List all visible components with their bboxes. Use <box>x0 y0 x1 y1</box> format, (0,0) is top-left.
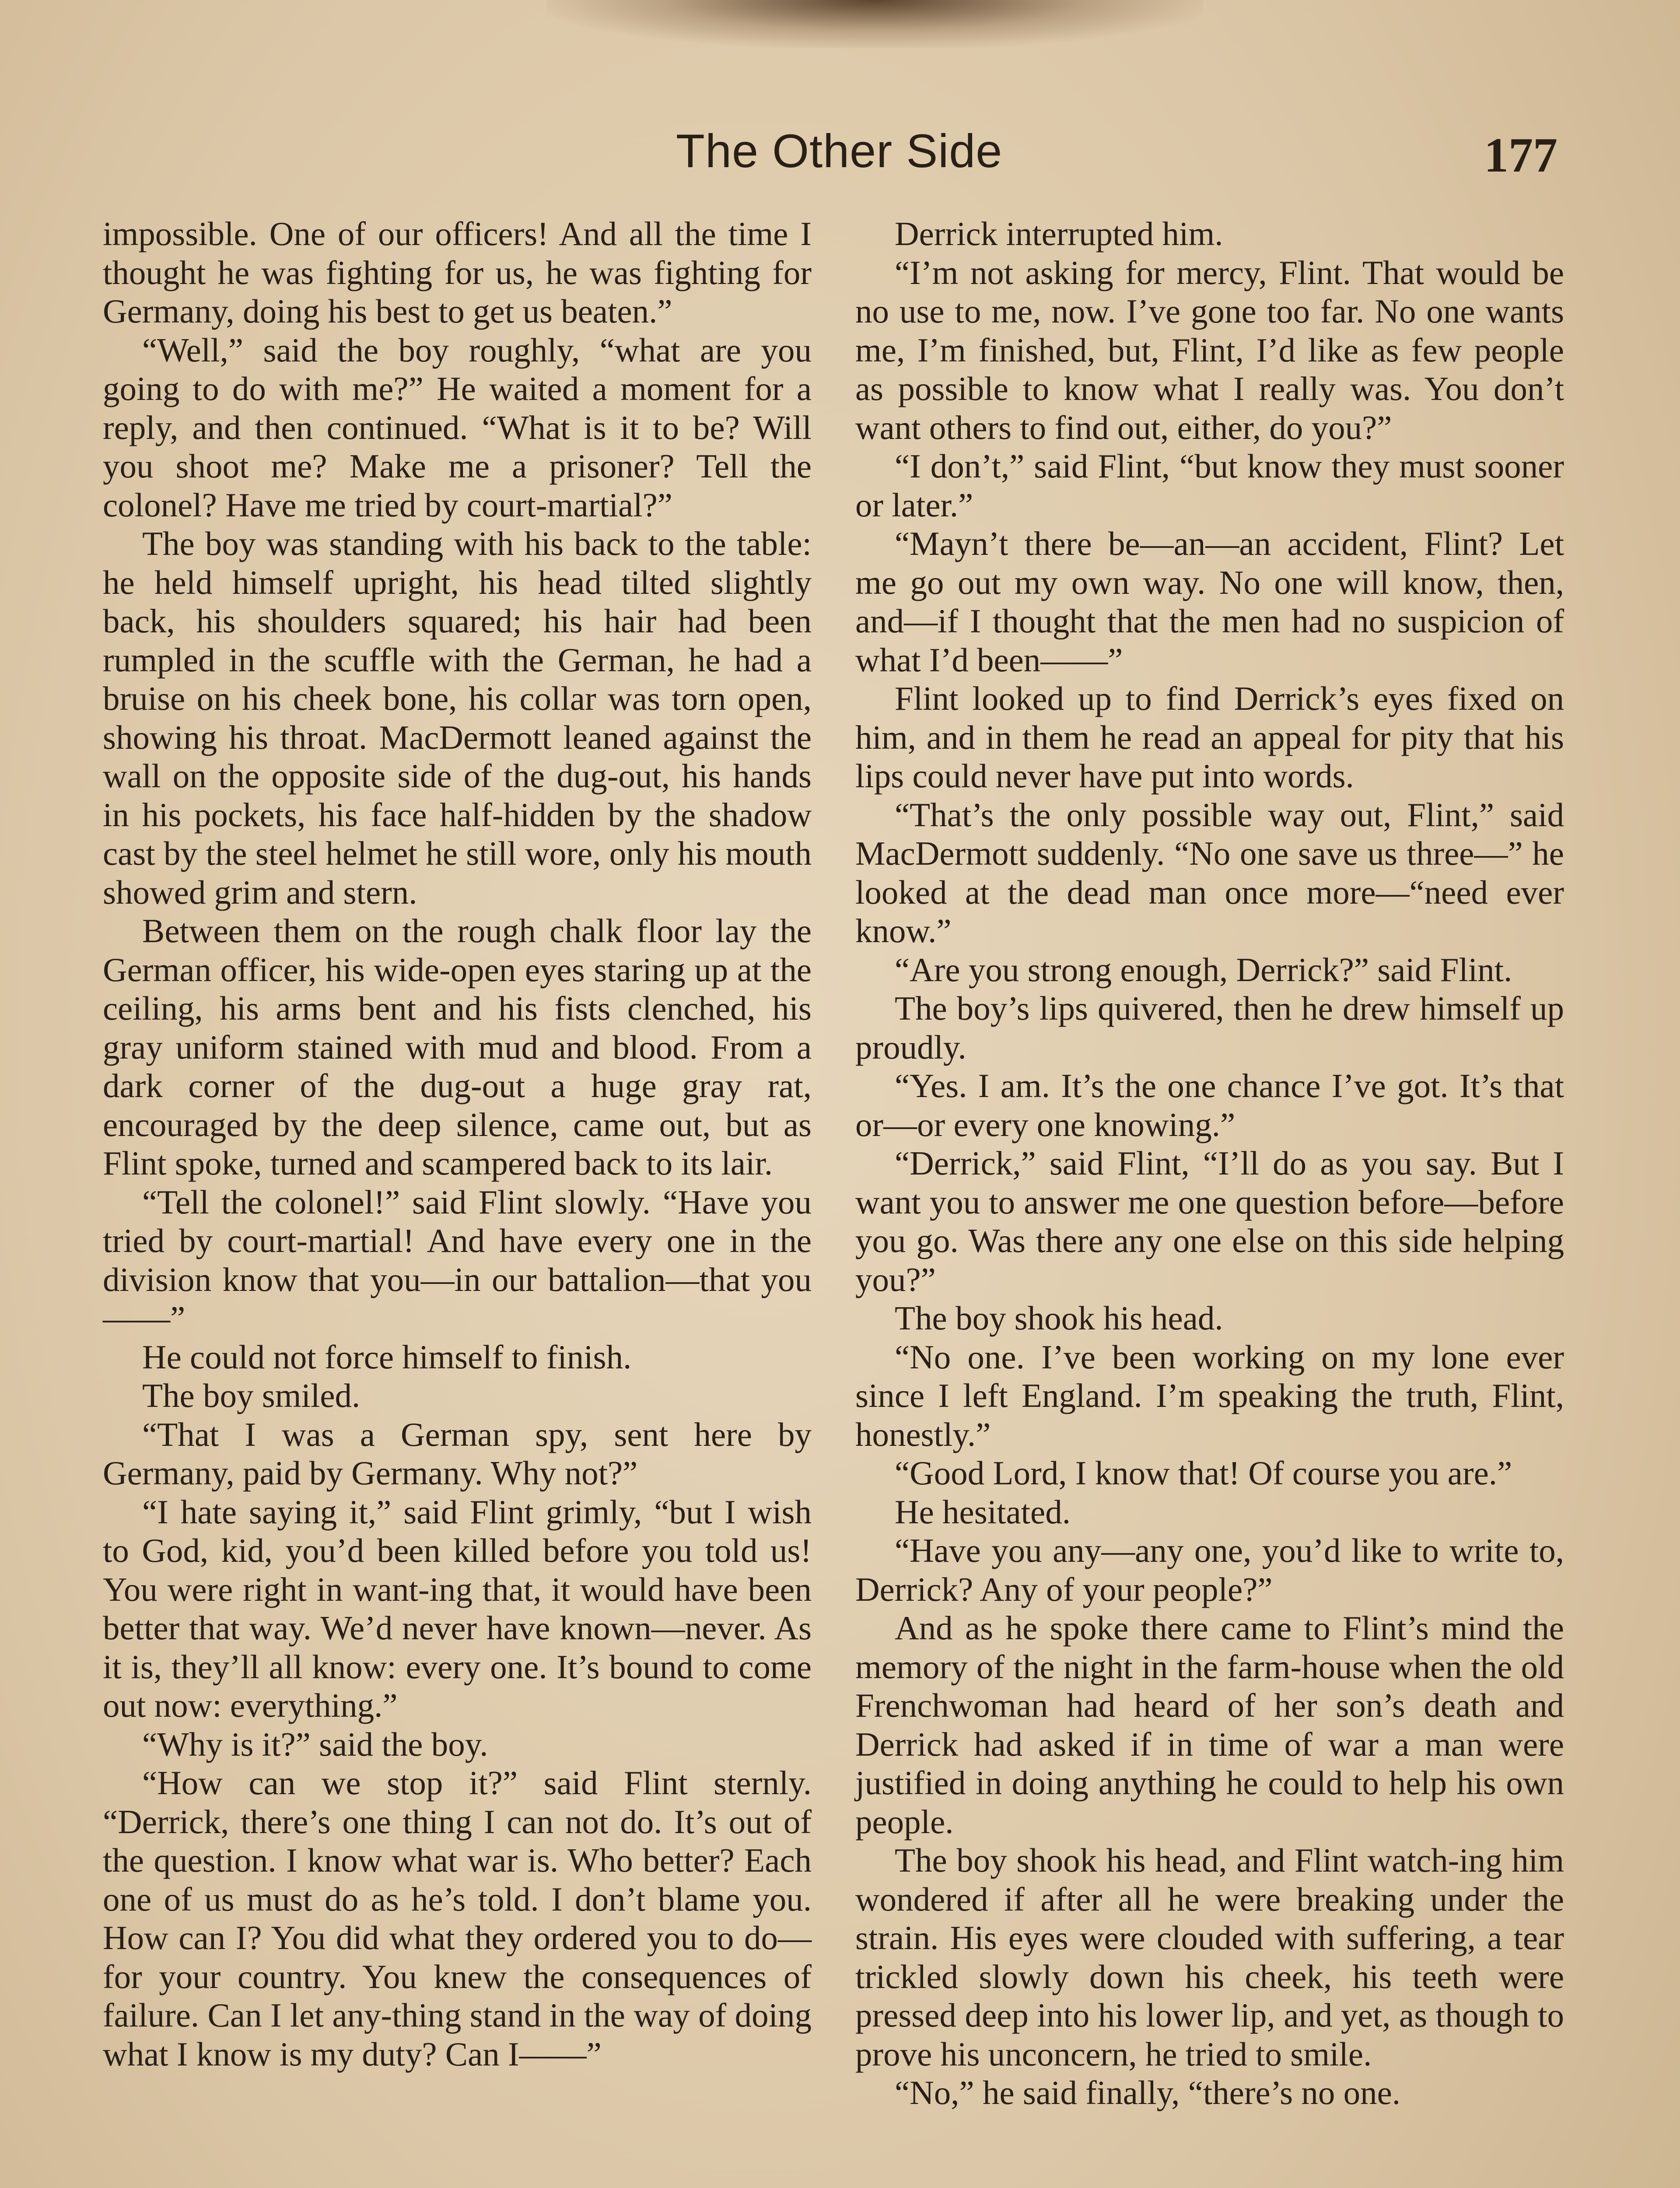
paragraph: And as he spoke there came to Flint’s mind the memory of the night in the farm-house when the old Frenchwoman had heard of her son’s death and Derrick had asked if in time of war a man were justified in doing anything he could to help his own people. <box>855 1609 1564 1841</box>
paragraph: Derrick interrupted him. <box>895 215 1223 252</box>
paragraph: “Have you any—any one, you’d like to write to, Derrick? Any of your people?” <box>855 1532 1564 1608</box>
right-column <box>855 214 1564 2112</box>
paragraph: “No,” he said finally, “there’s no one. <box>895 2074 1401 2111</box>
paragraph: “I’m not asking for mercy, Flint. That would be no use to me, now. I’ve gone too far. No one wants me, I’m finished, but, Flint, I’d like as few people as possible to know what I really was. You don’t want others to find out, either, do you?” <box>855 253 1564 446</box>
paragraph: “Why is it?” said the boy. <box>142 1725 488 1763</box>
paragraph: “Tell the colonel!” said Flint slowly. “Have you tried by court-martial! And have every one in the division know that you—in our battalion—that you——” <box>103 1183 812 1337</box>
page-header <box>0 118 1680 184</box>
paragraph: “Well,” said the boy roughly, “what are you going to do with me?” He waited a moment for a reply, and then continued. “What is it to be? Will you shoot me? Make me a prisoner? Tell the colonel? Have me tried by court-martial?” <box>103 331 812 524</box>
paragraph: “Good Lord, I know that! Of course you are.” <box>895 1454 1512 1492</box>
paragraph: “I hate saying it,” said Flint grimly, “but I wish to God, kid, you’d been killed before you told us! You were right in want-ing that, it would have been better that way. We’d never have known—never. As it is, they’ll all know: every one. It’s bound to come out now: everything.” <box>103 1493 812 1724</box>
paragraph: “Yes. I am. It’s the one chance I’ve got. It’s that or—or every one knowing.” <box>855 1067 1564 1143</box>
paragraph: “No one. I’ve been working on my lone ever since I left England. I’m speaking the truth, Flint, honestly.” <box>855 1338 1564 1453</box>
paragraph: The boy shook his head, and Flint watch-ing him wondered if after all he were breaking under the strain. His eyes were clouded with suffering, a tear trickled slowly down his cheek, his teeth were pressed deep into his lower lip, and yet, as though to prove his unconcern, he tried to smile. <box>855 1841 1564 2073</box>
paragraph: Flint looked up to find Derrick’s eyes fixed on him, and in them he read an appeal for pity that his lips could never have put into words. <box>855 680 1564 795</box>
page-edge-burn <box>547 0 1203 48</box>
paragraph: “How can we stop it?” said Flint sternly. “Derrick, there’s one thing I can not do. It’s out of the question. I know what war is. Who better? Each one of us must do as he’s told. I don’t blame you. How can I? You did what they ordered you to do—for your country. You knew the consequences of failure. Can I let any-thing stand in the way of doing what I know is my duty? Can I——” <box>103 1764 812 2073</box>
paragraph: The boy shook his head. <box>895 1299 1223 1337</box>
paragraph: impossible. One of our officers! And all the time I thought he was fighting for us, he was fighting for Germany, doing his best to get us beaten.” <box>103 215 812 330</box>
paragraph: “Mayn’t there be—an—an accident, Flint? Let me go out my own way. No one will know, then, and—if I thought that the men had no suspicion of what I’d been——” <box>855 525 1564 679</box>
paragraph: Between them on the rough chalk floor lay the German officer, his wide-open eyes staring up at the ceiling, his arms bent and his fists clenched, his gray uniform stained with mud and blood. From a dark corner of the dug-out a huge gray rat, encouraged by the deep silence, came out, but as Flint spoke, turned and scampered back to its lair. <box>103 912 812 1182</box>
left-column <box>103 214 812 2073</box>
paragraph: He could not force himself to finish. <box>142 1338 632 1376</box>
paragraph: “I don’t,” said Flint, “but know they must sooner or later.” <box>855 447 1564 524</box>
running-title: The Other Side <box>676 124 1003 177</box>
paragraph: He hesitated. <box>895 1493 1071 1531</box>
paragraph: “Are you strong enough, Derrick?” said Flint. <box>895 950 1512 989</box>
paragraph: The boy’s lips quivered, then he drew himself up proudly. <box>855 989 1564 1066</box>
paragraph: “That’s the only possible way out, Flint,” said MacDermott suddenly. “No one save us three—” he looked at the dead man once more—“need ever know.” <box>855 796 1564 950</box>
paragraph: The boy smiled. <box>142 1377 360 1414</box>
paragraph: The boy was standing with his back to the table: he held himself upright, his head tilted slightly back, his shoulders squared; his hair had been rumpled in the scuffle with the German, he had a bruise on his cheek bone, his collar was torn open, showing his throat. MacDermott leaned against the wall on the opposite side of the dug-out, his hands in his pockets, his face half-hidden by the shadow cast by the steel helmet he still wore, only his mouth showed grim and stern. <box>103 525 812 911</box>
page-number: 177 <box>1484 128 1558 182</box>
paragraph: “That I was a German spy, sent here by Germany, paid by Germany. Why not?” <box>103 1415 812 1492</box>
paragraph: “Derrick,” said Flint, “I’ll do as you say. But I want you to answer me one question before—before you go. Was there any one else on this side helping you?” <box>855 1144 1564 1298</box>
